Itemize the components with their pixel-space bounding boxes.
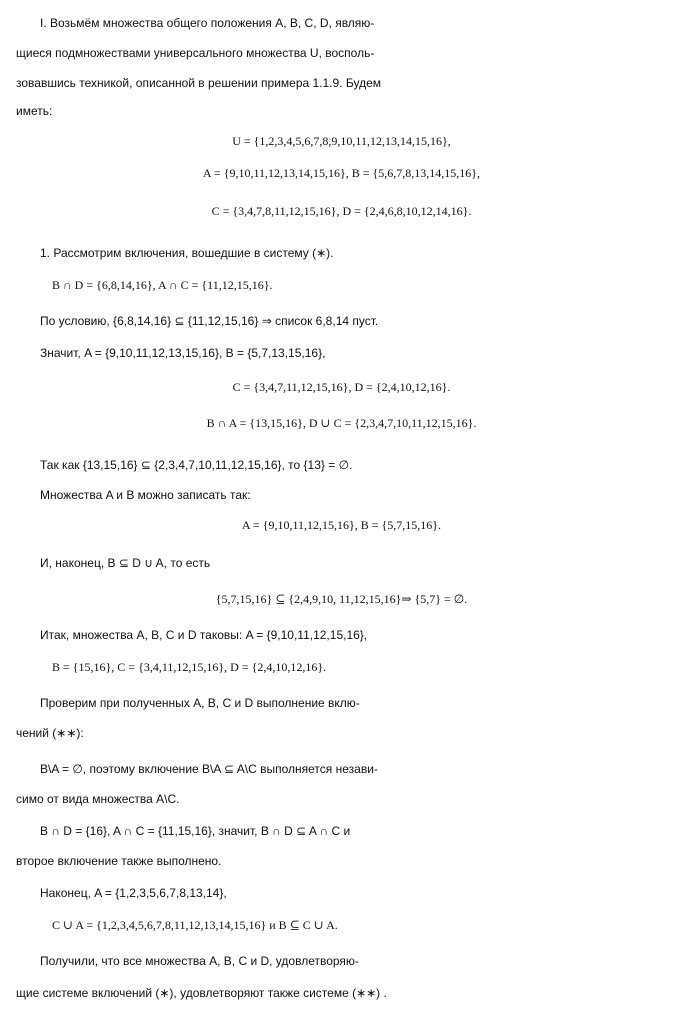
formula-sets-c-d: C = {3,4,7,8,11,12,15,16}, D = {2,4,6,8,10,12,14,16}. [211, 204, 472, 218]
text-line-condition: По условию, {6,8,14,16} ⊆ {11,12,15,16} ⇒ список 6,8,14 пуст. [40, 314, 379, 328]
text-line-empty-diff: B\A = ∅, поэтому включение B\A ⊆ A\C выполняется незави- [40, 762, 378, 776]
formula-b-cap-a: B ∩ A = {13,15,16}, D ∪ C = {2,3,4,7,10,11,12,15,16}. [206, 416, 477, 430]
formula-subset: {5,7,15,16} ⊆ {2,4,9,10, 11,12,15,16}⇒ {5,7} = ∅. [215, 592, 468, 606]
text-line-independent: симо от вида множества A\C. [16, 792, 180, 806]
formula-universal-set: U = {1,2,3,4,5,6,7,8,9,10,11,12,13,14,15,16}, [232, 134, 451, 148]
text-line-3: зовавшись техникой, описанной в решении примера 1.1.9. Будем [16, 76, 381, 90]
text-line-second-check: B ∩ D = {16}, A ∩ C = {11,15,16}, значит, B ∩ D ⊆ A ∩ C и [40, 824, 351, 838]
formula-sets-c-d-2: C = {3,4,7,11,12,15,16}, D = {2,4,10,12,16}. [232, 380, 451, 394]
formula-intersections-1: B ∩ D = {6,8,14,16}, A ∩ C = {11,12,15,16}. [52, 278, 273, 292]
text-line-conclusion-1: Получили, что все множества A, B, C и D, удовлетворяю- [40, 954, 359, 968]
text-line-since: Так как {13,15,16} ⊆ {2,3,4,7,10,11,12,15,16}, то {13} = ∅. [40, 458, 353, 472]
text-line-check: Проверим при полученных A, B, C и D выполнение вклю- [40, 696, 360, 710]
formula-sets-a-b: A = {9,10,11,12,13,14,15,16}, B = {5,6,7,8,13,14,15,16}, [202, 166, 481, 180]
step-1-heading: 1. Рассмотрим включения, вошедшие в систему (∗). [40, 246, 334, 260]
text-line-therefore: Значит, A = {9,10,11,12,13,15,16}, B = {5,7,13,15,16}, [40, 346, 326, 360]
text-line-inclusions: чений (∗∗): [16, 726, 84, 740]
formula-result-sets: B = {15,16}, C = {3,4,11,12,15,16}, D = {2,4,10,12,16}. [52, 660, 327, 674]
text-line-result: Итак, множества A, B, C и D таковы: A = {9,10,11,12,15,16}, [40, 628, 368, 642]
text-line-second-done: второе включение также выполнено. [16, 854, 222, 868]
formula-sets-a-b-2: A = {9,10,11,12,15,16}, B = {5,7,15,16}. [241, 518, 442, 532]
text-line-complement: Наконец, A = {1,2,3,5,6,7,8,13,14}, [40, 886, 227, 900]
text-line-1: I. Возьмём множества общего положения A, B, C, D, являю- [40, 16, 375, 30]
text-line-2: щиеся подмножествами универсального множества U, восполь- [16, 46, 375, 60]
text-line-4: иметь: [16, 104, 53, 118]
text-line-sets-ab: Множества A и B можно записать так: [40, 488, 251, 502]
formula-union-complement: C ∪ A = {1,2,3,4,5,6,7,8,11,12,13,14,15,16} и B ⊆ C ∪ A. [52, 918, 338, 932]
text-line-finally: И, наконец, B ⊆ D ∪ A, то есть [40, 556, 211, 570]
text-line-conclusion-2: щие системе включений (∗), удовлетворяют также системе (∗∗) . [16, 986, 387, 1000]
